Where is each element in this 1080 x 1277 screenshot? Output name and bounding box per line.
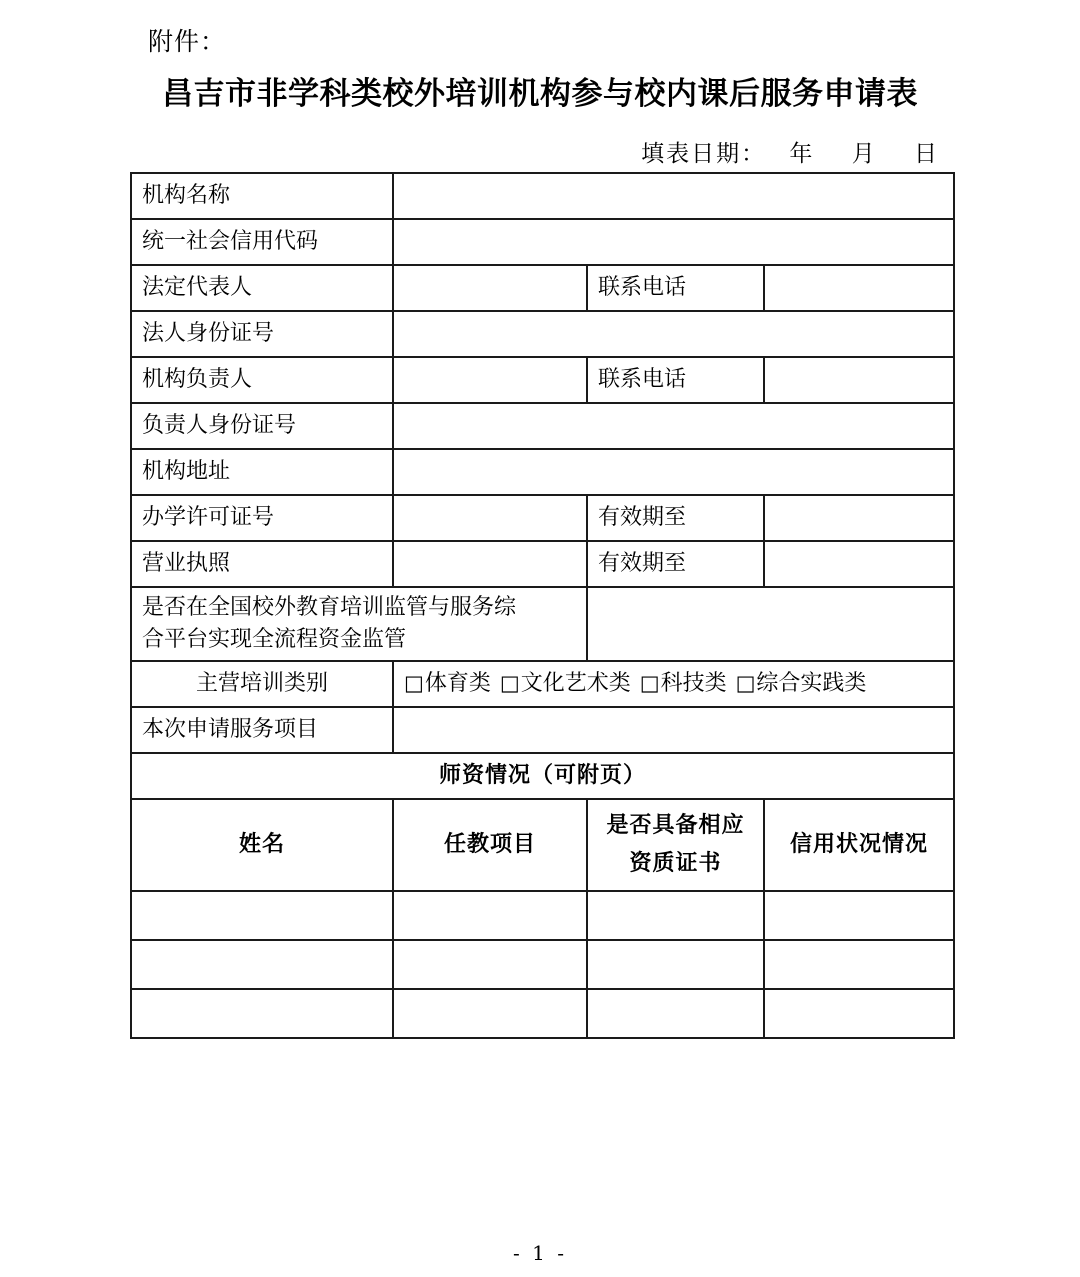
table-row-business-license xyxy=(131,541,954,587)
checkbox-unchecked-icon: □ xyxy=(404,670,424,695)
label-business-license: 营业执照 xyxy=(131,541,393,587)
label-legal-rep-phone: 联系电话 xyxy=(587,265,764,311)
field-org-address[interactable] xyxy=(393,449,954,495)
checkbox-option-sports[interactable] xyxy=(404,671,491,696)
label-credit-code: 统一社会信用代码 xyxy=(131,219,393,265)
field-legal-rep-phone[interactable] xyxy=(764,265,954,311)
field-org-manager-phone[interactable] xyxy=(764,357,954,403)
column-header-name: 姓名 xyxy=(131,799,393,891)
checkbox-option-comprehensive-practice-label: 综合实践类 xyxy=(756,670,867,696)
field-manager-id[interactable] xyxy=(393,403,954,449)
column-header-qualification-line2: 资质证书 xyxy=(629,849,722,876)
checkbox-option-comprehensive-practice[interactable] xyxy=(736,671,867,696)
checkbox-option-science-tech[interactable] xyxy=(640,671,727,696)
label-main-category: 主营培训类别 xyxy=(131,661,393,707)
column-header-qualification xyxy=(587,799,764,891)
table-row-platform-supervision xyxy=(131,587,954,661)
page-number: - 1 - xyxy=(513,1241,567,1265)
label-legal-id: 法人身份证号 xyxy=(131,311,393,357)
cell-name[interactable] xyxy=(131,989,393,1038)
label-org-name: 机构名称 xyxy=(131,173,393,219)
label-platform-supervision xyxy=(131,587,587,661)
field-platform-supervision[interactable] xyxy=(587,587,954,661)
table-row-faculty-column-head xyxy=(131,799,954,891)
table-row-legal-id xyxy=(131,311,954,357)
cell-qualification[interactable] xyxy=(587,891,764,940)
table-row-org-name xyxy=(131,173,954,219)
cell-credit[interactable] xyxy=(764,989,954,1038)
field-org-manager[interactable] xyxy=(393,357,587,403)
cell-qualification[interactable] xyxy=(587,989,764,1038)
fill-date-month-unit: 月 xyxy=(851,141,876,167)
label-business-license-expiry: 有效期至 xyxy=(587,541,764,587)
label-org-manager-phone: 联系电话 xyxy=(587,357,764,403)
table-row xyxy=(131,989,954,1038)
table-row-main-category xyxy=(131,661,954,707)
cell-name[interactable] xyxy=(131,940,393,989)
field-legal-rep[interactable] xyxy=(393,265,587,311)
checkbox-unchecked-icon: □ xyxy=(499,670,520,695)
cell-subject[interactable] xyxy=(393,891,587,940)
label-service-item: 本次申请服务项目 xyxy=(131,707,393,753)
table-row-faculty-section-head xyxy=(131,753,954,799)
cell-credit[interactable] xyxy=(764,940,954,989)
field-org-name[interactable] xyxy=(393,173,954,219)
cell-subject[interactable] xyxy=(393,940,587,989)
checkbox-unchecked-icon: □ xyxy=(735,670,756,695)
table-row-credit-code xyxy=(131,219,954,265)
fill-date-line xyxy=(641,135,953,168)
column-header-subject: 任教项目 xyxy=(393,799,587,891)
table-row-org-address xyxy=(131,449,954,495)
table-row-school-license xyxy=(131,495,954,541)
table-row-manager-id xyxy=(131,403,954,449)
checkbox-option-culture-arts[interactable] xyxy=(500,671,631,696)
label-legal-rep: 法定代表人 xyxy=(131,265,393,311)
field-business-license-expiry[interactable] xyxy=(764,541,954,587)
checkbox-option-culture-arts-label: 文化艺术类 xyxy=(520,670,631,696)
field-school-license-expiry[interactable] xyxy=(764,495,954,541)
cell-qualification[interactable] xyxy=(587,940,764,989)
table-row xyxy=(131,940,954,989)
field-credit-code[interactable] xyxy=(393,219,954,265)
category-checkbox-group xyxy=(393,661,954,707)
fill-date-year-unit: 年 xyxy=(789,141,814,167)
checkbox-option-sports-label: 体育类 xyxy=(424,670,491,696)
label-manager-id: 负责人身份证号 xyxy=(131,403,393,449)
column-header-credit: 信用状况情况 xyxy=(764,799,954,891)
page-title: 昌吉市非学科类校外培训机构参与校内课后服务申请表 xyxy=(162,76,918,112)
column-header-qualification-line1: 是否具备相应 xyxy=(606,812,745,839)
table-row-legal-rep xyxy=(131,265,954,311)
cell-name[interactable] xyxy=(131,891,393,940)
label-org-address: 机构地址 xyxy=(131,449,393,495)
faculty-section-title: 师资情况（可附页） xyxy=(131,753,954,799)
label-platform-supervision-line2: 合平台实现全流程资金监管 xyxy=(142,626,407,652)
label-school-license: 办学许可证号 xyxy=(131,495,393,541)
cell-credit[interactable] xyxy=(764,891,954,940)
label-platform-supervision-line1: 是否在全国校外教育培训监管与服务综 xyxy=(142,595,517,620)
fill-date-day-unit: 日 xyxy=(914,141,938,167)
field-school-license[interactable] xyxy=(393,495,587,541)
table-row-service-item xyxy=(131,707,954,753)
attachment-label: 附件： xyxy=(148,27,227,56)
table-row-org-manager xyxy=(131,357,954,403)
application-form-table xyxy=(130,172,955,1039)
label-org-manager: 机构负责人 xyxy=(131,357,393,403)
field-business-license[interactable] xyxy=(393,541,587,587)
fill-date-label: 填表日期： xyxy=(641,141,767,167)
field-service-item[interactable] xyxy=(393,707,954,753)
checkbox-unchecked-icon: □ xyxy=(639,670,660,695)
field-legal-id[interactable] xyxy=(393,311,954,357)
checkbox-option-science-tech-label: 科技类 xyxy=(660,670,727,696)
label-school-license-expiry: 有效期至 xyxy=(587,495,764,541)
table-row xyxy=(131,891,954,940)
cell-subject[interactable] xyxy=(393,989,587,1038)
